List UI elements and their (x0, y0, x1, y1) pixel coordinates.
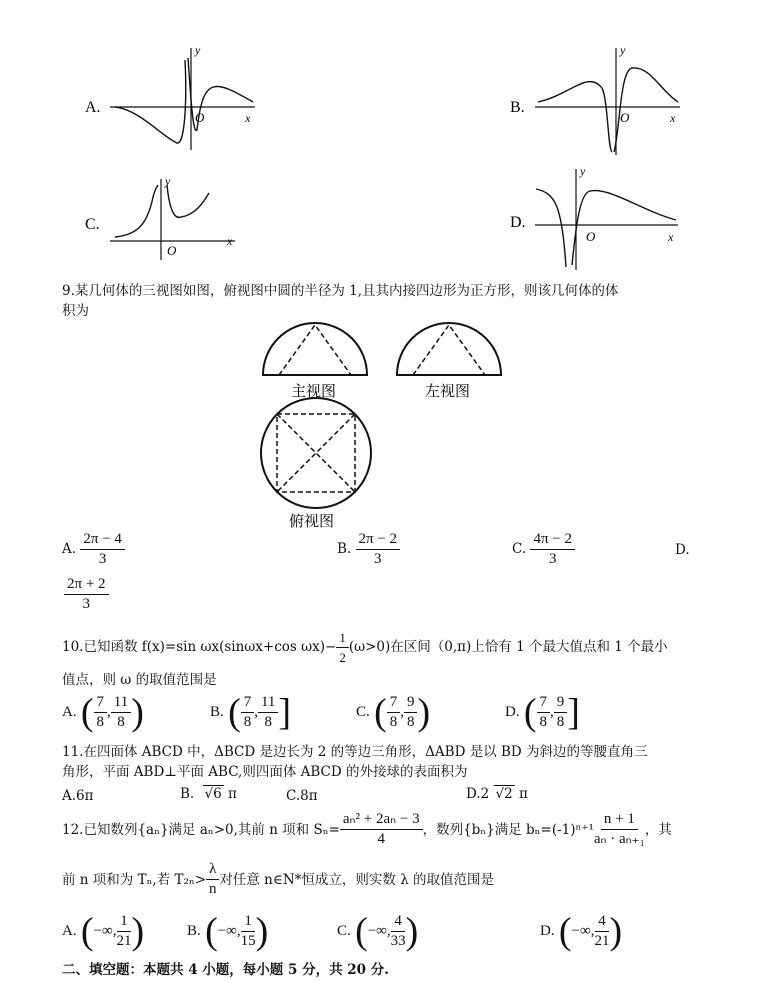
q10-stem-line2: 值点，则 ω 的取值范围是 (62, 672, 217, 688)
y-axis-label: y (580, 165, 586, 178)
graph-a (85, 40, 265, 160)
y-axis-label: y (620, 43, 626, 57)
q12-option-b[interactable]: B. (−∞, $\frac{1}{15}$ ) (187, 910, 269, 953)
origin-label: O (620, 110, 630, 125)
side-view-semicircle (397, 323, 501, 375)
side-view-dashed-lines (413, 325, 485, 375)
y-axis-label: y (195, 43, 201, 57)
q9-option-d: $\frac{2\pi + 2}{3}$ (64, 575, 109, 614)
graph-d (510, 165, 690, 275)
x-axis-label: x (668, 230, 674, 244)
q10-stem: 10.已知函数 f(x)=sin ωx(sinωx+cos ωx)− $\frac{1}{2}$ (ω>0)在区间（0,π)上恰有 1 个最大值点和 1 个最小 (62, 630, 668, 665)
q11-stem: 11.在四面体 ABCD 中，ΔBCD 是边长为 2 的等边三角形，ΔABD 是以 BD 为斜边的等腰直角三 角形，平面 ABD⊥平面 ABC,则四面体 ABCD 的外接球的表面积为 (62, 744, 648, 780)
q10-option-c[interactable]: C. ( $\frac{7}{8}$ , $\frac{9}{8}$ ) (356, 691, 431, 734)
q10-option-b[interactable]: B. ( $\frac{7}{8}$ , $\frac{11}{8}$ ] (210, 691, 292, 734)
q9-option-d-label[interactable]: D. (675, 542, 690, 558)
q9-option-b[interactable]: B. $\frac{2\pi - 2}{3}$ (337, 530, 400, 569)
three-view-figure (255, 320, 545, 535)
graph-c (85, 175, 265, 265)
q12-stem-line2: 前 n 项和为 Tₙ,若 T₂ₙ> $\frac{\lambda}{n}$ 对任意 n∈N*恒成立，则实数 λ 的取值范围是 (62, 861, 495, 897)
q11-option-b[interactable]: B. √6 π (180, 786, 237, 802)
q10-option-d[interactable]: D. ( $\frac{7}{8}$ , $\frac{9}{8}$ ] (505, 691, 580, 734)
option-d-label: D. (510, 214, 526, 231)
y-axis-label: y (165, 175, 171, 188)
x-axis-label: x (670, 111, 676, 125)
q9-stem-line2: 积为 (62, 303, 89, 319)
section-heading: 二、填空题：本题共 4 小题，每小题 5 分，共 20 分. (62, 962, 389, 978)
q12-option-c[interactable]: C. (−∞, $\frac{4}{33}$ ) (337, 910, 419, 953)
front-view-semicircle (263, 323, 367, 375)
q12-option-a[interactable]: A. (−∞, $\frac{1}{21}$ ) (62, 910, 145, 953)
origin-label: O (167, 243, 177, 258)
q9-option-a[interactable]: A. $\frac{2\pi - 4}{3}$ (62, 530, 125, 569)
front-view-caption: 主视图 (291, 384, 337, 400)
q11-option-c[interactable]: C.8π (286, 788, 318, 804)
q11-option-a[interactable]: A.6π (62, 788, 94, 804)
q10-option-a[interactable]: A. ( $\frac{7}{8}$ , $\frac{11}{8}$ ) (62, 691, 144, 734)
origin-label: O (586, 229, 596, 244)
front-view-dashed-lines (279, 325, 351, 375)
origin-label: O (195, 110, 205, 125)
q9-stem-line1: 9.某几何体的三视图如图，俯视图中圆的半径为 1,且其内接四边形为正方形，则该几何体的体 (62, 283, 619, 299)
top-view-caption: 俯视图 (289, 514, 335, 530)
q9-stem (62, 281, 752, 321)
side-view-caption: 左视图 (425, 384, 471, 400)
graph-b (510, 40, 690, 160)
x-axis-label: x (245, 111, 251, 125)
q9-option-c[interactable]: C. $\frac{4\pi - 2}{3}$ (512, 530, 575, 569)
option-b-label: B. (510, 99, 525, 116)
q12-option-d[interactable]: D. (−∞, $\frac{4}{21}$ ) (540, 910, 623, 953)
q11-option-d[interactable]: D.2 √2 π (466, 786, 528, 802)
option-a-label: A. (85, 99, 101, 116)
option-c-label: C. (85, 216, 100, 233)
x-axis-label: x (227, 234, 233, 248)
q12-stem: 12.已知数列{aₙ}满足 aₙ>0,其前 n 项和 Sₙ= $\frac{\text{aₙ² + 2aₙ − 3}}{4}$ ，数列{bₙ}满足 bₙ=(-1)ⁿ⁺¹ $\frac{n + 1}{\text{aₙ · aₙ₊₁}}$ ，其 (62, 811, 672, 847)
